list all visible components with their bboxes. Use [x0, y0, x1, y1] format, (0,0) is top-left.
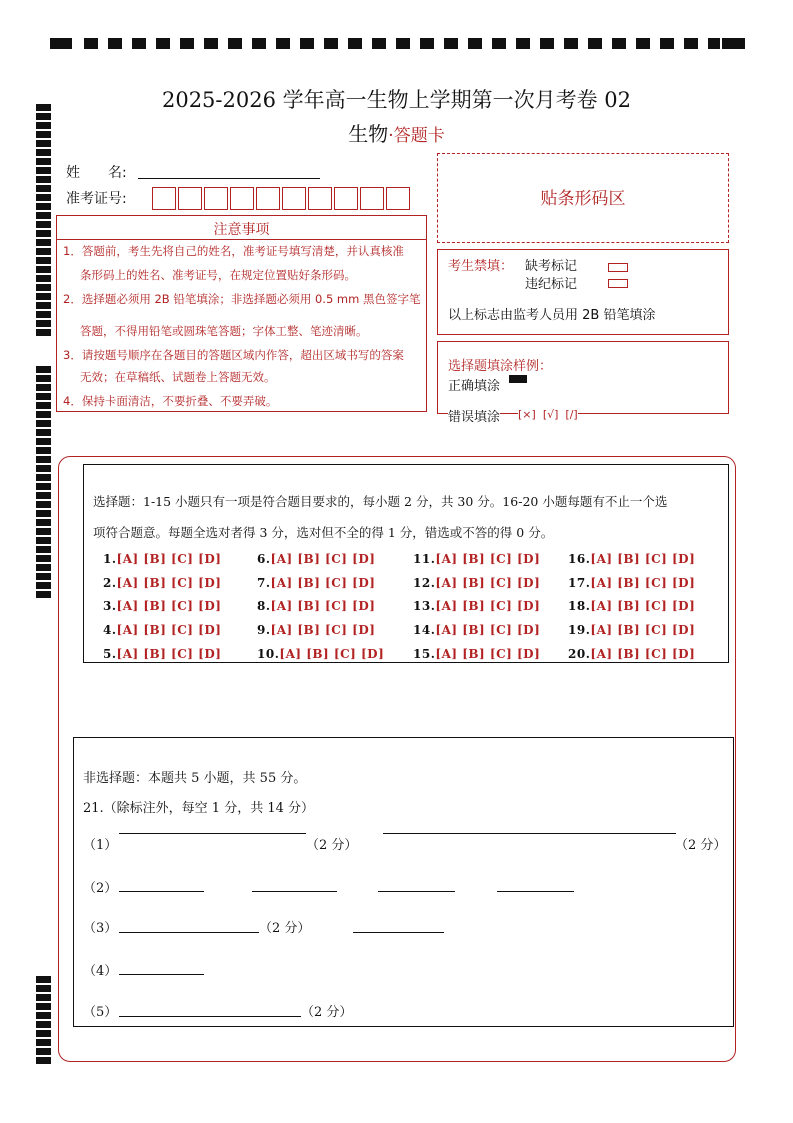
timing-mark [36, 501, 51, 508]
timing-mark [36, 293, 51, 300]
choice-number: 19. [568, 623, 591, 637]
timing-mark [324, 38, 338, 49]
wrong-fill-label: 错误填涂 [448, 406, 500, 425]
timing-mark [36, 302, 51, 309]
choice-number: 16. [568, 552, 591, 566]
choice-options[interactable]: [A] [B] [C] [D] [435, 599, 541, 613]
timing-mark [36, 564, 51, 571]
timing-mark [36, 465, 51, 472]
notice-divider [57, 239, 426, 240]
nonchoice-section [73, 737, 734, 1027]
exam-id-digit-box[interactable] [282, 187, 306, 210]
timing-mark [36, 257, 51, 264]
exam-id-label: 准考证号: [66, 191, 127, 207]
timing-mark [684, 38, 698, 49]
notice-item-2a: 2．选择题必须用 2B 铅笔填涂；非选择题必须用 0.5 mm 黑色签字笔 [63, 292, 421, 306]
choice-number: 4. [103, 623, 117, 637]
timing-mark [372, 38, 386, 49]
timing-mark [36, 329, 51, 336]
name-field[interactable] [138, 178, 320, 179]
choice-options[interactable]: [A] [B] [C] [D] [590, 576, 696, 590]
timing-mark [588, 38, 602, 49]
timing-mark [36, 320, 51, 327]
fill-example-box [437, 341, 729, 425]
sub-1-blank-2[interactable] [383, 833, 676, 834]
choice-row-q3[interactable] [103, 599, 221, 613]
choice-number: 17. [568, 576, 591, 590]
page-subtitle [0, 118, 793, 147]
notice-item-4: 4．保持卡面清洁，不要折叠、不要弄破。 [63, 394, 278, 408]
violation-mark-box[interactable] [608, 279, 628, 288]
sub-5-label: （5） [83, 1005, 118, 1020]
timing-mark [708, 38, 720, 49]
timing-mark [204, 38, 218, 49]
choice-row-q1[interactable] [103, 552, 221, 566]
forbidden-box [437, 249, 729, 335]
sub-2-blank-4[interactable] [497, 891, 574, 892]
choice-row-q11[interactable] [413, 552, 540, 566]
timing-mark [36, 1021, 51, 1028]
choice-number: 2. [103, 576, 117, 590]
timing-mark [540, 38, 554, 49]
choice-row-q13[interactable] [413, 599, 540, 613]
timing-mark [36, 456, 51, 463]
timing-mark [36, 158, 51, 165]
subject-name: 生物 [348, 122, 389, 146]
timing-mark [420, 38, 434, 49]
choice-options[interactable]: [A] [B] [C] [D] [270, 623, 376, 637]
timing-mark [36, 994, 51, 1001]
choice-row-q15[interactable] [413, 647, 540, 661]
sub-4-blank[interactable] [119, 974, 204, 975]
choice-row-q8[interactable] [257, 599, 375, 613]
choice-options[interactable]: [A] [B] [C] [D] [116, 647, 222, 661]
timing-mark [36, 176, 51, 183]
choice-row-q2[interactable] [103, 576, 221, 590]
timing-mark [36, 1057, 51, 1064]
timing-mark [156, 38, 170, 49]
choice-row-q5[interactable] [103, 647, 221, 661]
timing-mark [36, 1003, 51, 1010]
exam-id-digit-box[interactable] [230, 187, 254, 210]
timing-mark [36, 429, 51, 436]
choice-options[interactable]: [A] [B] [C] [D] [116, 576, 222, 590]
barcode-area [437, 153, 729, 243]
timing-mark [468, 38, 482, 49]
timing-mark [36, 976, 51, 983]
absent-mark-label: 缺考标记 [525, 259, 578, 274]
wrong-mark-slash: [∕] [565, 408, 578, 421]
sub-3-points: （2 分） [259, 921, 311, 936]
timing-mark [36, 519, 51, 526]
timing-mark [36, 1048, 51, 1055]
sub-5-blank[interactable] [119, 1016, 301, 1017]
choice-options[interactable]: [A] [B] [C] [D] [116, 599, 222, 613]
timing-mark [444, 38, 458, 49]
timing-mark [36, 275, 51, 282]
sub-2-blank-1[interactable] [119, 891, 204, 892]
notice-item-1b: 条形码上的姓名、准考证号，在规定位置贴好条形码。 [80, 268, 356, 282]
timing-mark [36, 1012, 51, 1019]
sub-1-points-2: （2 分） [675, 838, 727, 853]
timing-mark [36, 311, 51, 318]
timing-mark [36, 546, 51, 553]
choice-row-q18[interactable] [568, 599, 695, 613]
sub-5-points: （2 分） [301, 1005, 353, 1020]
timing-mark [564, 38, 578, 49]
choice-number: 15. [413, 647, 436, 661]
choice-number: 10. [257, 647, 280, 661]
timing-mark [36, 366, 51, 373]
choice-row-q9[interactable] [257, 623, 375, 637]
sub-4-label: （4） [83, 964, 118, 979]
choice-row-q4[interactable] [103, 623, 221, 637]
choice-number: 5. [103, 647, 117, 661]
timing-mark [492, 38, 506, 49]
nonchoice-title: 非选择题：本题共 5 小题，共 55 分。 [83, 771, 307, 786]
sub-2-blank-3[interactable] [378, 891, 455, 892]
choice-row-q12[interactable] [413, 576, 540, 590]
choice-section [83, 464, 729, 663]
top-timing-marks [50, 38, 745, 52]
absent-mark-box[interactable] [608, 263, 628, 272]
notice-box [56, 215, 427, 412]
choice-options[interactable]: [A] [B] [C] [D] [270, 552, 376, 566]
choice-number: 8. [257, 599, 271, 613]
sub-2-blank-2[interactable] [252, 891, 337, 892]
timing-mark [180, 38, 194, 49]
timing-mark [252, 38, 266, 49]
choice-row-q10[interactable] [257, 647, 384, 661]
timing-mark [108, 38, 122, 49]
question-21-header: 21.（除标注外，每空 1 分，共 14 分） [83, 801, 315, 816]
sub-1-points-1: （2 分） [306, 838, 358, 853]
timing-mark [36, 1030, 51, 1037]
exam-id-digit-box[interactable] [386, 187, 410, 210]
timing-mark [36, 474, 51, 481]
violation-mark-label: 违纪标记 [525, 277, 578, 292]
timing-mark [36, 230, 51, 237]
timing-mark [516, 38, 530, 49]
timing-mark [348, 38, 362, 49]
timing-mark [36, 591, 51, 598]
timing-mark [84, 38, 98, 49]
timing-mark [36, 221, 51, 228]
choice-instruction-2: 项符合题意。每题全选对者得 3 分，选对但不全的得 1 分，错选或不答的得 0 分。 [93, 525, 554, 540]
timing-mark [228, 38, 242, 49]
exam-id-digit-box[interactable] [152, 187, 176, 210]
timing-mark [722, 38, 745, 49]
notice-title: 注意事项 [213, 222, 270, 238]
correct-fill-mark [509, 375, 527, 383]
exam-id-digit-box[interactable] [360, 187, 384, 210]
notice-item-3a: 3．请按题号顺序在各题目的答题区域内作答，超出区域书写的答案 [63, 348, 404, 362]
timing-mark [36, 555, 51, 562]
wrong-mark-cross: [×] [518, 408, 536, 421]
choice-options[interactable]: [A] [B] [C] [D] [270, 599, 376, 613]
timing-mark [36, 1039, 51, 1046]
name-label: 姓 名: [66, 165, 127, 181]
timing-mark [36, 239, 51, 246]
choice-options[interactable]: [A] [B] [C] [D] [435, 576, 541, 590]
timing-mark [36, 248, 51, 255]
forbidden-note: 以上标志由监考人员用 2B 铅笔填涂 [448, 308, 656, 323]
choice-number: 6. [257, 552, 271, 566]
choice-options[interactable]: [A] [B] [C] [D] [590, 647, 696, 661]
timing-mark [36, 447, 51, 454]
timing-mark [300, 38, 314, 49]
timing-mark [36, 582, 51, 589]
choice-options[interactable]: [A] [B] [C] [D] [435, 552, 541, 566]
choice-row-q16[interactable] [568, 552, 695, 566]
timing-mark [36, 573, 51, 580]
sub-1-blank-1[interactable] [119, 833, 306, 834]
timing-mark [396, 38, 410, 49]
choice-instruction-1: 选择题：1-15 小题只有一项是符合题目要求的，每小题 2 分，共 30 分。16-20 小题每题有不止一个选 [93, 494, 668, 509]
sub-3-blank-2[interactable] [353, 932, 444, 933]
choice-number: 13. [413, 599, 436, 613]
choice-row-q20[interactable] [568, 647, 695, 661]
choice-options[interactable]: [A] [B] [C] [D] [590, 623, 696, 637]
choice-number: 7. [257, 576, 271, 590]
choice-options[interactable]: [A] [B] [C] [D] [270, 576, 376, 590]
timing-mark [276, 38, 290, 49]
notice-item-2b: 答题，不得用铅笔或圆珠笔答题；字体工整、笔迹清晰。 [80, 324, 368, 338]
timing-mark [36, 483, 51, 490]
timing-mark [660, 38, 674, 49]
choice-number: 12. [413, 576, 436, 590]
page-title: 2025-2026 学年高一生物上学期第一次月考卷 02 [161, 88, 632, 112]
timing-mark [36, 402, 51, 409]
timing-mark [36, 194, 51, 201]
timing-mark [612, 38, 626, 49]
timing-mark [132, 38, 146, 49]
timing-mark [36, 985, 51, 992]
notice-item-3b: 无效；在草稿纸、试题卷上答题无效。 [80, 370, 276, 384]
choice-row-q19[interactable] [568, 623, 695, 637]
sub-1-label: （1） [83, 838, 118, 853]
choice-options[interactable]: [A] [B] [C] [D] [435, 647, 541, 661]
choice-number: 9. [257, 623, 271, 637]
timing-mark [36, 284, 51, 291]
exam-id-digit-box[interactable] [308, 187, 332, 210]
correct-fill-label: 正确填涂 [448, 379, 501, 394]
wrong-mark-check: [√] [542, 408, 559, 421]
timing-mark [50, 38, 72, 49]
choice-row-q6[interactable] [257, 552, 375, 566]
exam-id-digit-box[interactable] [204, 187, 228, 210]
exam-id-digit-box[interactable] [256, 187, 280, 210]
choice-row-q7[interactable] [257, 576, 375, 590]
timing-mark [36, 149, 51, 156]
timing-mark [36, 492, 51, 499]
choice-number: 18. [568, 599, 591, 613]
fill-example-title: 选择题填涂样例： [448, 359, 553, 374]
choice-number: 20. [568, 647, 591, 661]
choice-number: 11. [413, 552, 436, 566]
sub-3-label: （3） [83, 921, 118, 936]
timing-mark [36, 212, 51, 219]
timing-mark [36, 510, 51, 517]
choice-number: 1. [103, 552, 117, 566]
sheet-type: ·答题卡 [388, 126, 445, 146]
timing-mark [36, 266, 51, 273]
exam-id-digit-box[interactable] [178, 187, 202, 210]
timing-mark [36, 420, 51, 427]
timing-mark [36, 438, 51, 445]
choice-options[interactable]: [A] [B] [C] [D] [435, 623, 541, 637]
timing-mark [36, 528, 51, 535]
choice-options[interactable]: [A] [B] [C] [D] [590, 552, 696, 566]
timing-mark [36, 203, 51, 210]
choice-options[interactable]: [A] [B] [C] [D] [116, 623, 222, 637]
choice-row-q14[interactable] [413, 623, 540, 637]
choice-options[interactable]: [A] [B] [C] [D] [116, 552, 222, 566]
sub-2-label: （2） [83, 881, 118, 896]
sub-3-blank-1[interactable] [119, 932, 259, 933]
choice-row-q17[interactable] [568, 576, 695, 590]
exam-id-digit-box[interactable] [334, 187, 358, 210]
forbidden-label: 考生禁填： [448, 259, 514, 274]
timing-mark [36, 384, 51, 391]
choice-number: 3. [103, 599, 117, 613]
notice-item-1a: 1．答题前，考生先将自己的姓名，准考证号填写清楚，并认真核准 [63, 244, 404, 258]
choice-number: 14. [413, 623, 436, 637]
wrong-fill-marks [518, 408, 578, 421]
timing-mark [36, 375, 51, 382]
timing-mark [636, 38, 650, 49]
timing-mark [36, 167, 51, 174]
barcode-area-label: 贴条形码区 [540, 189, 626, 209]
timing-mark [36, 393, 51, 400]
choice-options[interactable]: [A] [B] [C] [D] [590, 599, 696, 613]
choice-options[interactable]: [A] [B] [C] [D] [279, 647, 385, 661]
timing-mark [36, 411, 51, 418]
timing-mark [36, 537, 51, 544]
timing-mark [36, 185, 51, 192]
